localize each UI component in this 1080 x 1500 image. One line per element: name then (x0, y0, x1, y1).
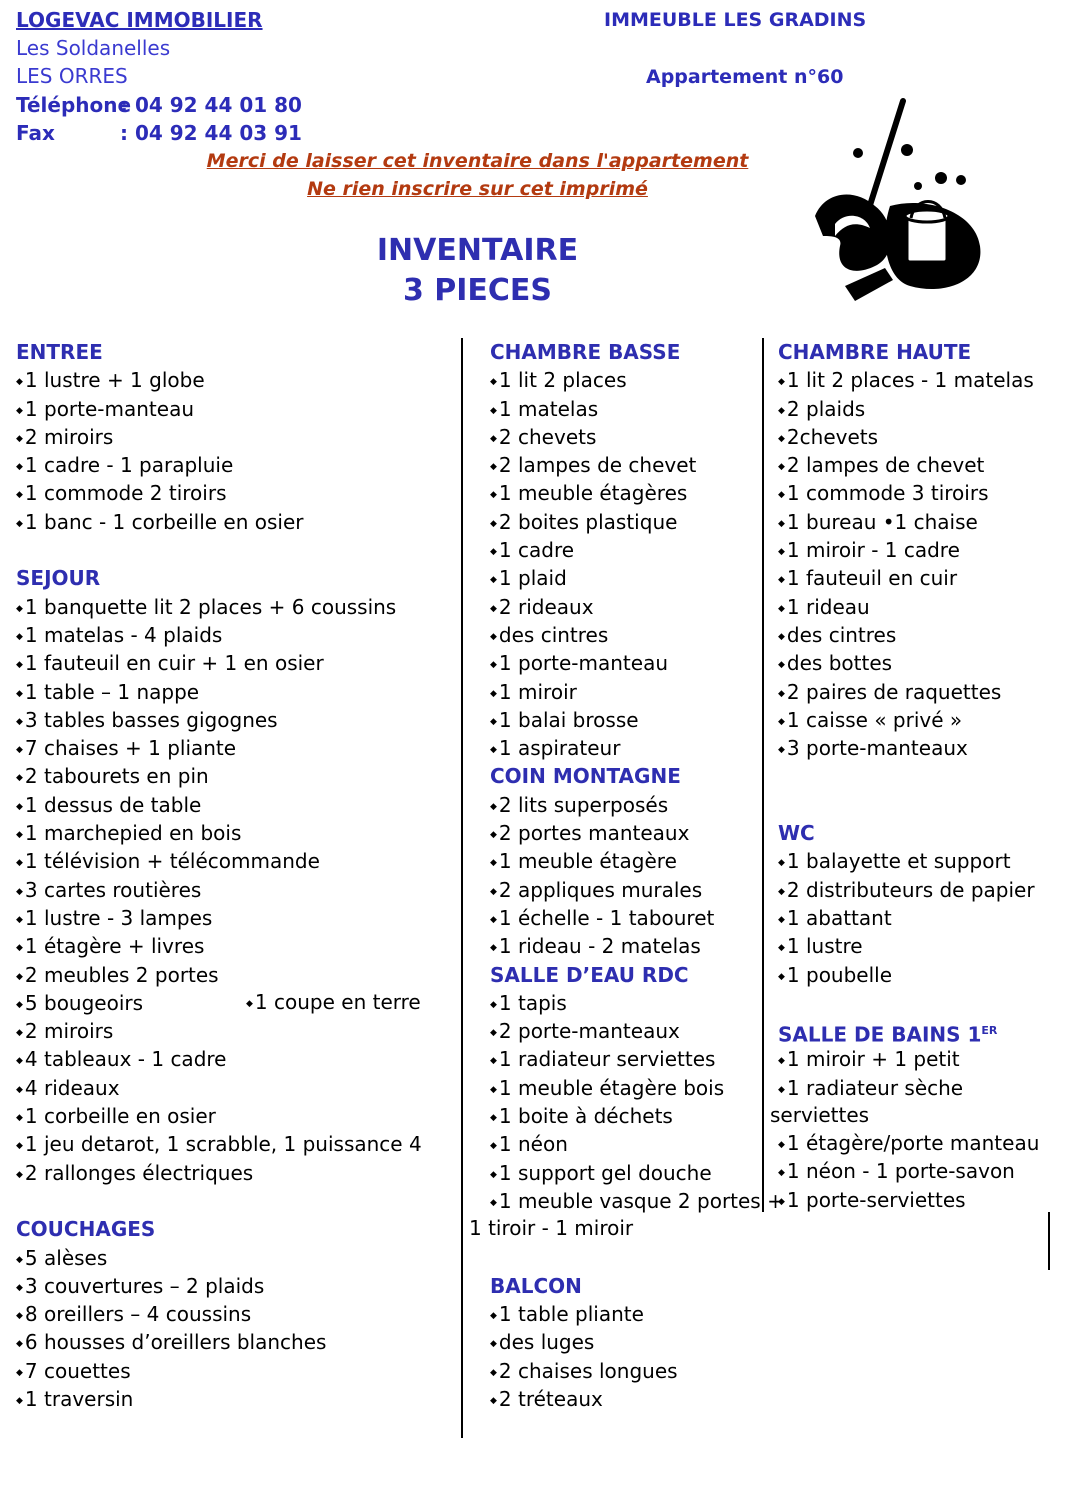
list-item: ◆ 1 cadre (490, 536, 784, 564)
list-item: ◆ 1 lustre (778, 932, 1035, 960)
list-item: ◆ 1 matelas - 4 plaids (16, 621, 422, 649)
list-item: ◆ 1 radiateur serviettes (490, 1045, 784, 1073)
list-item: ◆ 1 aspirateur (490, 734, 784, 762)
section-heading-salle-de-bains (778, 1017, 1035, 1045)
list-item: ◆ 1 miroir - 1 cadre (778, 536, 1035, 564)
list-item: ◆ 1 miroir (490, 678, 784, 706)
list-item: ◆ 2 miroirs (16, 423, 422, 451)
list-item: ◆ 1 meuble étagère bois (490, 1074, 784, 1102)
list-item: ◆ 1 table pliante (490, 1300, 784, 1328)
list-item: ◆ 1 boite à déchets (490, 1102, 784, 1130)
list-item: ◆ 1 meuble vasque 2 portes + (490, 1187, 784, 1215)
list-item: ◆ 1 matelas (490, 395, 784, 423)
list-item: ◆ 1 étagère + livres (16, 932, 422, 960)
list-item: ◆ 4 rideaux (16, 1074, 422, 1102)
fax-number: : 04 92 44 03 91 (120, 121, 302, 145)
list-item: ◆ 2 miroirs (16, 1017, 422, 1045)
list-item: ◆ 7 couettes (16, 1357, 422, 1385)
list-item: ◆ des cintres (778, 621, 1035, 649)
list-item: ◆ 2 tréteaux (490, 1385, 784, 1413)
notice-do-not-write: Ne rien inscrire sur cet imprimé (307, 178, 648, 200)
list-item: ◆ 2 portes manteaux (490, 819, 784, 847)
edge-divider (1048, 1212, 1050, 1270)
list-item: ◆ 3 tables basses gigognes (16, 706, 422, 734)
list-item: ◆ 1 lustre + 1 globe (16, 366, 422, 394)
section-heading-entree: ENTREE (16, 340, 103, 364)
agency-name: LOGEVAC IMMOBILIER (16, 8, 263, 32)
list-item: ◆ 1 lit 2 places (490, 366, 784, 394)
list-item: ◆ 1 miroir + 1 petit (778, 1045, 1035, 1073)
list-item: ◆ 1 dessus de table (16, 791, 422, 819)
list-item: ◆ 3 cartes routières (16, 876, 422, 904)
section-heading-coin-montagne: COIN MONTAGNE (490, 764, 681, 789)
left-column (16, 338, 422, 1413)
page-subtitle: 3 PIECES (402, 273, 553, 308)
list-item: ◆ 1 rideau (778, 593, 1035, 621)
apartment-number: Appartement n°60 (646, 66, 844, 88)
list-item: ◆ 1 banquette lit 2 places + 6 coussins (16, 593, 422, 621)
list-item: ◆ 1 lit 2 places - 1 matelas (778, 366, 1035, 394)
right-wrap-text: serviettes (770, 1103, 870, 1127)
list-item: ◆ 7 chaises + 1 pliante (16, 734, 422, 762)
list-item: ◆ 1 télévision + télécommande (16, 847, 422, 875)
list-item: ◆ des cintres (490, 621, 784, 649)
list-item: ◆ 2 porte-manteaux (490, 1017, 784, 1045)
phone-number: : 04 92 44 01 80 (120, 93, 302, 117)
list-item: ◆ 1 rideau - 2 matelas (490, 932, 784, 960)
list-item: ◆ 1 balayette et support (778, 847, 1035, 875)
list-item: ◆ 1 table – 1 nappe (16, 678, 422, 706)
list-item: ◆ 1 caisse « privé » (778, 706, 1035, 734)
right-column-continued (778, 1129, 1039, 1214)
section-heading-chambre-basse: CHAMBRE BASSE (490, 340, 681, 364)
section-heading-couchages: COUCHAGES (16, 1217, 156, 1242)
list-item: ◆ 2chevets (778, 423, 1035, 451)
list-item: ◆ 6 housses d’oreillers blanches (16, 1328, 422, 1356)
list-item: ◆ 1 commode 3 tiroirs (778, 479, 1035, 507)
list-item: ◆ 1 banc - 1 corbeille en osier (16, 508, 422, 536)
cleaning-mop-bucket-icon (815, 96, 985, 306)
left-extra-item (246, 988, 421, 1016)
list-item: ◆ 2 lampes de chevet (490, 451, 784, 479)
list-item: ◆ 1 support gel douche (490, 1159, 784, 1187)
list-item: ◆ des luges (490, 1328, 784, 1356)
list-item: ◆ 3 porte-manteaux (778, 734, 1035, 762)
list-item: ◆ 2 chaises longues (490, 1357, 784, 1385)
list-item: ◆ 1 échelle - 1 tabouret (490, 904, 784, 932)
list-item: ◆ 1 néon - 1 porte-savon (778, 1157, 1039, 1185)
section-heading-salle-deau-rdc: SALLE D’EAU RDC (490, 962, 689, 987)
list-item: ◆ 2 distributeurs de papier (778, 876, 1035, 904)
list-item: ◆ 1 néon (490, 1130, 784, 1158)
section-heading-balcon: BALCON (490, 1273, 582, 1298)
list-item: ◆ 1 lustre - 3 lampes (16, 904, 422, 932)
section-heading-wc: WC (778, 821, 815, 846)
middle-wrap-text: 1 tiroir - 1 miroir (469, 1216, 634, 1240)
list-item: ◆ 4 tableaux - 1 cadre (16, 1045, 422, 1073)
list-item: ◆ 1 abattant (778, 904, 1035, 932)
list-item: ◆ 1 meuble étagères (490, 479, 784, 507)
list-item: ◆ 2 boites plastique (490, 508, 784, 536)
list-item: ◆ 1 corbeille en osier (16, 1102, 422, 1130)
column-divider-left (461, 338, 463, 1438)
list-item: ◆ 5 alèses (16, 1244, 422, 1272)
list-item: ◆ 1 radiateur sèche (778, 1074, 1035, 1102)
list-item: ◆ 2 plaids (778, 395, 1035, 423)
list-item: ◆ 1 poubelle (778, 961, 1035, 989)
list-item: ◆ 2 rideaux (490, 593, 784, 621)
section-heading-sejour: SEJOUR (16, 566, 101, 591)
section-heading-text: SALLE DE BAINS 1 (778, 1022, 982, 1047)
section-heading-chambre-haute: CHAMBRE HAUTE (778, 340, 972, 364)
page-title: INVENTAIRE (376, 233, 579, 268)
list-item: ◆ 1 fauteuil en cuir + 1 en osier (16, 649, 422, 677)
notice-leave-inventory: Merci de laisser cet inventaire dans l'appartement (206, 150, 749, 172)
list-item: ◆ 2 paires de raquettes (778, 678, 1035, 706)
list-item: ◆ 2 chevets (490, 423, 784, 451)
list-item: ◆ 1 étagère/porte manteau (778, 1129, 1039, 1157)
list-item: ◆ 1 coupe en terre (246, 988, 421, 1016)
address-line-1: Les Soldanelles (16, 36, 171, 60)
list-item: ◆ 1 traversin (16, 1385, 422, 1413)
address-line-2: LES ORRES (16, 64, 128, 88)
list-item: ◆ 1 meuble étagère (490, 847, 784, 875)
list-item: ◆ 5 bougeoirs (16, 989, 422, 1017)
list-item: ◆ 1 porte-manteau (490, 649, 784, 677)
list-item: ◆ 2 appliques murales (490, 876, 784, 904)
list-item: ◆ 1 porte-manteau (16, 395, 422, 423)
list-item: ◆ 3 couvertures – 2 plaids (16, 1272, 422, 1300)
list-item: ◆ 1 jeu detarot, 1 scrabble, 1 puissance 4 (16, 1130, 422, 1158)
list-item: ◆ 8 oreillers – 4 coussins (16, 1300, 422, 1328)
phone-label: Téléphone (16, 93, 132, 117)
list-item: ◆ 2 lampes de chevet (778, 451, 1035, 479)
list-item: ◆ 1 commode 2 tiroirs (16, 479, 422, 507)
right-column (778, 338, 1035, 1102)
middle-column (490, 338, 784, 1413)
list-item: ◆ 2 lits superposés (490, 791, 784, 819)
list-item: ◆ 2 rallonges électriques (16, 1159, 422, 1187)
list-item: ◆ 1 porte-serviettes (778, 1186, 1039, 1214)
list-item: ◆ 2 tabourets en pin (16, 762, 422, 790)
list-item: ◆ 1 balai brosse (490, 706, 784, 734)
list-item: ◆ 1 fauteuil en cuir (778, 564, 1035, 592)
list-item: ◆ 1 plaid (490, 564, 784, 592)
section-heading-sup: ER (981, 1024, 998, 1038)
fax-label: Fax (16, 121, 55, 145)
list-item: ◆ 1 tapis (490, 989, 784, 1017)
list-item: ◆ 1 marchepied en bois (16, 819, 422, 847)
list-item: ◆ des bottes (778, 649, 1035, 677)
list-item: ◆ 1 bureau •1 chaise (778, 508, 1035, 536)
list-item: ◆ 1 cadre - 1 parapluie (16, 451, 422, 479)
building-name: IMMEUBLE LES GRADINS (604, 9, 867, 31)
list-item: ◆ 2 meubles 2 portes (16, 961, 422, 989)
